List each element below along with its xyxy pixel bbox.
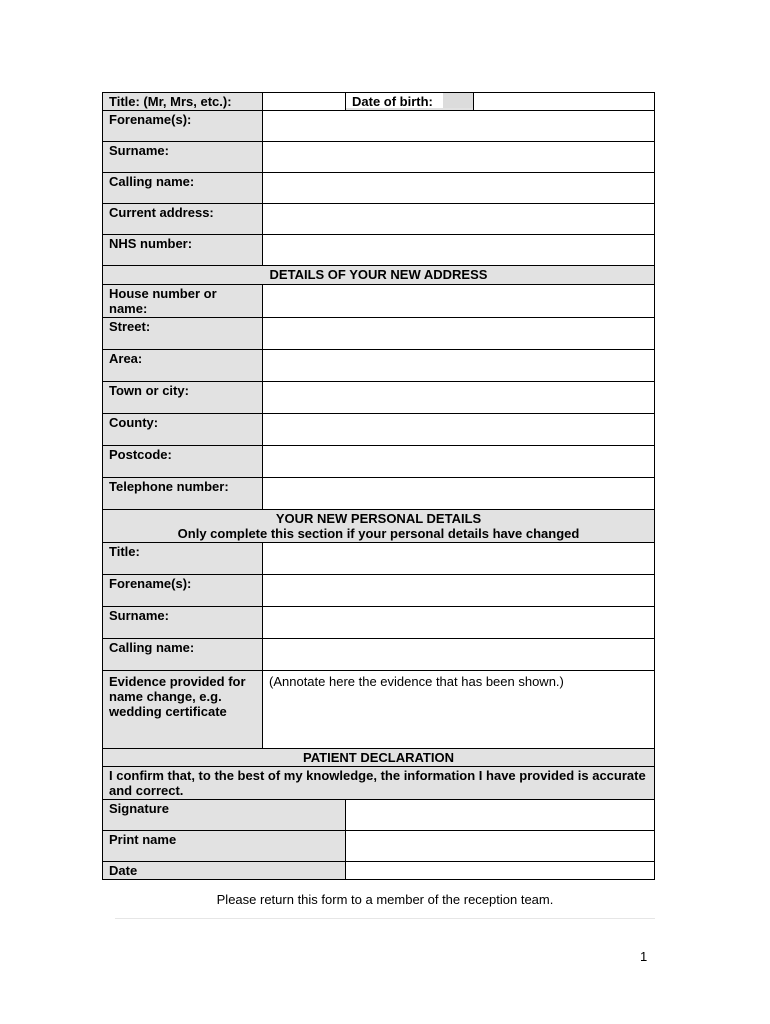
personal-heading-cell [103, 510, 655, 543]
dob-field[interactable] [474, 93, 655, 111]
dob-label-cell [346, 93, 474, 111]
title-field[interactable] [263, 93, 346, 111]
return-instructions: Please return this form to a member of the reception team. [216, 892, 554, 907]
form-row [103, 111, 655, 142]
street-field[interactable] [263, 318, 655, 350]
title-dob-row [103, 93, 655, 111]
county-field[interactable] [263, 414, 655, 446]
form-row [103, 575, 655, 607]
print-name-field[interactable] [346, 831, 655, 862]
form-row [103, 639, 655, 671]
date-label: Date [103, 862, 346, 880]
evidence-field[interactable] [263, 671, 655, 749]
page-number: 1 [640, 949, 648, 964]
area-label: Area: [103, 350, 263, 382]
house-number-label: House number or name: [103, 285, 263, 318]
form-row [103, 350, 655, 382]
evidence-note: (Annotate here the evidence that has been shown.) [269, 674, 564, 689]
new-address-heading: DETAILS OF YOUR NEW ADDRESS [103, 266, 655, 285]
calling-name-label: Calling name: [103, 173, 263, 204]
form-row [103, 607, 655, 639]
form-row [103, 800, 655, 831]
new-calling-name-label: Calling name: [103, 639, 263, 671]
area-field[interactable] [263, 350, 655, 382]
form-row [103, 671, 655, 749]
date-field[interactable] [346, 862, 655, 880]
new-title-label: Title: [103, 543, 263, 575]
form-row [103, 446, 655, 478]
title-label: Title: (Mr, Mrs, etc.): [103, 93, 263, 111]
personal-subheading: Only complete this section if your personal details have changed [177, 526, 580, 541]
current-address-field[interactable] [263, 204, 655, 235]
telephone-label: Telephone number: [103, 478, 263, 510]
nhs-number-label: NHS number: [103, 235, 263, 266]
section-header-row [103, 749, 655, 767]
signature-label: Signature [103, 800, 346, 831]
form-row [103, 142, 655, 173]
postcode-field[interactable] [263, 446, 655, 478]
dob-shade [443, 93, 473, 108]
signature-field[interactable] [346, 800, 655, 831]
evidence-label: Evidence provided for name change, e.g. wedding certificate [103, 671, 263, 749]
form-row [103, 862, 655, 880]
form-row [103, 285, 655, 318]
surname-label: Surname: [103, 142, 263, 173]
form-row [103, 318, 655, 350]
new-surname-label: Surname: [103, 607, 263, 639]
forename-field[interactable] [263, 111, 655, 142]
new-forename-label: Forename(s): [103, 575, 263, 607]
dob-label: Date of birth: [346, 93, 443, 108]
town-field[interactable] [263, 382, 655, 414]
declaration-row [103, 767, 655, 800]
telephone-field[interactable] [263, 478, 655, 510]
footer-divider [115, 918, 655, 919]
street-label: Street: [103, 318, 263, 350]
form-row [103, 382, 655, 414]
section-header-row [103, 510, 655, 543]
new-calling-name-field[interactable] [263, 639, 655, 671]
surname-field[interactable] [263, 142, 655, 173]
house-number-field[interactable] [263, 285, 655, 318]
town-label: Town or city: [103, 382, 263, 414]
postcode-label: Postcode: [103, 446, 263, 478]
forename-label: Forename(s): [103, 111, 263, 142]
form-row [103, 478, 655, 510]
new-forename-field[interactable] [263, 575, 655, 607]
section-header-row [103, 266, 655, 285]
change-of-details-form [102, 92, 655, 880]
form-row [103, 235, 655, 266]
form-row [103, 204, 655, 235]
county-label: County: [103, 414, 263, 446]
personal-heading: YOUR NEW PERSONAL DETAILS [275, 511, 482, 526]
print-name-label: Print name [103, 831, 346, 862]
form-row [103, 831, 655, 862]
declaration-heading: PATIENT DECLARATION [103, 749, 655, 767]
form-row [103, 173, 655, 204]
form-row [103, 414, 655, 446]
declaration-statement: I confirm that, to the best of my knowledge, the information I have provided is accurate and correct. [103, 767, 655, 800]
nhs-number-field[interactable] [263, 235, 655, 266]
new-surname-field[interactable] [263, 607, 655, 639]
current-address-label: Current address: [103, 204, 263, 235]
new-title-field[interactable] [263, 543, 655, 575]
calling-name-field[interactable] [263, 173, 655, 204]
form-row [103, 543, 655, 575]
